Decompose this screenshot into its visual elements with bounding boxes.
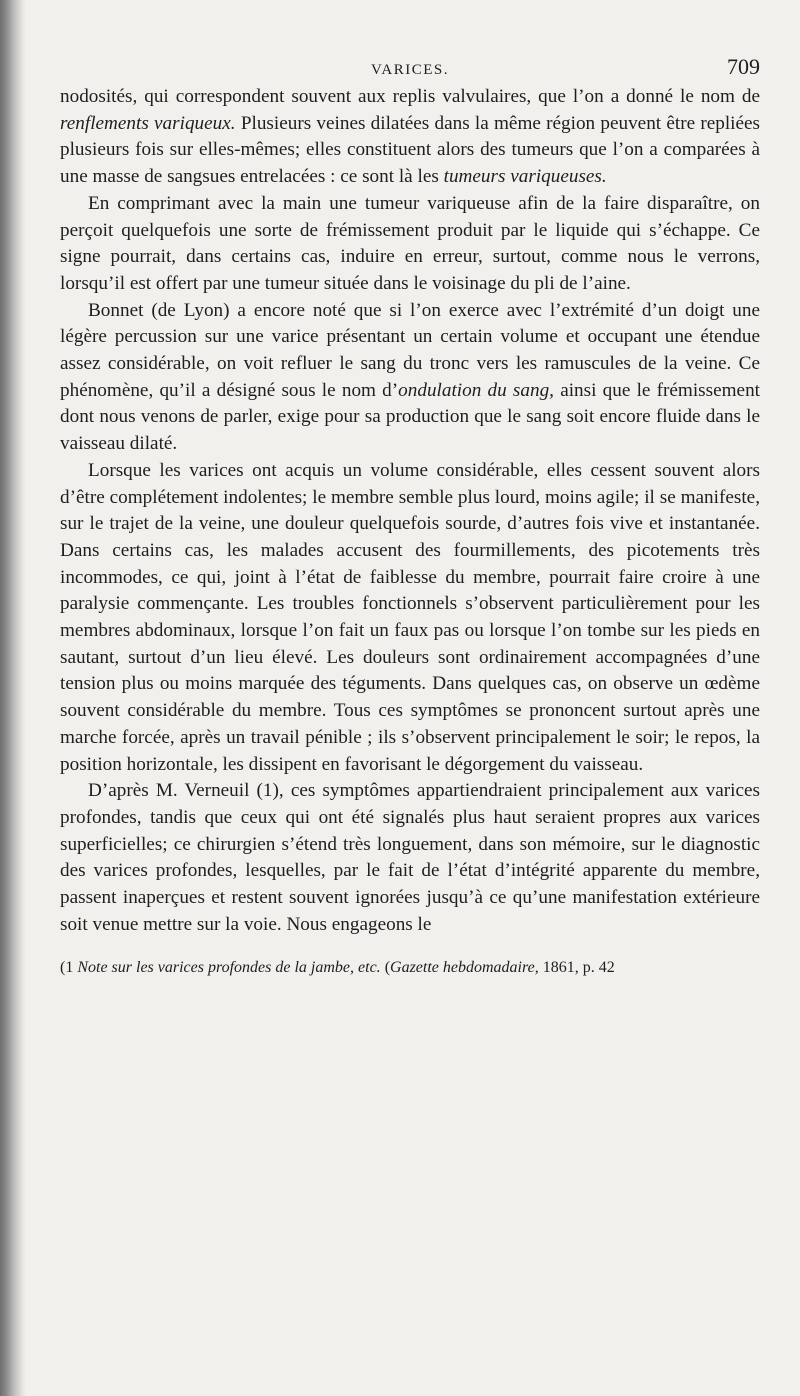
book-page (60, 50, 760, 979)
paragraph-3 (60, 298, 760, 458)
term-tumeurs-variqueuses: tumeurs variqueuses. (443, 166, 607, 188)
paragraph-1-part-1: nodosités, qui correspondent souvent aux replis valvulaires, que l’on a donné le nom de (60, 86, 760, 107)
footnote-rest: 1861, p. 42 (538, 958, 615, 976)
running-head (60, 50, 760, 84)
paragraph-3-part-2: ainsi que le frémissement dont nous venons de parler, exige pour sa production que le sang soit encore fluide dans le vaisseau dilaté. (60, 379, 760, 455)
paragraph-5: D’après M. Verneuil (1), ces symptômes appartiendraient principalement aux varices profondes, tandis que ceux qui ont été signalés plus haut seraient propres aux varices superficielles; ce chirurgien s’étend très longuement, dans son mémoire, sur le diagnostic des varices profondes, lesquelles, par le fait de l’état d’intégrité apparente du membre, passent inaperçues et restent souvent ignorées jusqu’à ce qu’une manifestation extérieure soit venue mettre sur la voie. Nous engageons le (60, 780, 760, 935)
paragraph-1-part-2: Plusieurs veines dilatées dans la même région peuvent être repliées plusieurs fois sur elles-mêmes; elles constituent alors des tumeurs que l’on a comparées à une masse de sangsues entrelacées : ce sont là les (60, 112, 761, 188)
paragraph-4: Lorsque les varices ont acquis un volume considérable, elles cessent souvent alors d’être complétement indolentes; le membre semble plus lourd, moins agile; il se manifeste, sur le trajet de la veine, une douleur quelquefois sourde, d’autres fois vive et instantanée. Dans certains cas, les malades accusent des fourmillements, des picotements très incommodes, ce qui, joint à l’état de faiblesse du membre, pourrait faire croire à une paralysie commençante. Les troubles fonctionnels s’observent particulièrement pour les membres abdominaux, lorsque l’on fait un faux pas ou lorsque l’on tombe sur les pieds en sautant, surtout d’un lieu élevé. Les douleurs sont ordinairement accompagnées d’une tension plus ou moins marquée des téguments. Dans quelques cas, on observe un œdème souvent considérable du membre. Tous ces symptômes se prononcent surtout après une marche forcée, après un travail pénible ; ils s’observent principalement le soir; le repos, la position horizontale, les dissipent en favorisant le dégorgement du vaisseau. (60, 459, 760, 775)
paragraph-2: En comprimant avec la main une tumeur variqueuse afin de la faire disparaître, on perçoit quelquefois une sorte de frémissement produit par le liquide qui s’échappe. Ce signe pourrait, dans certains cas, induire en erreur, surtout, comme nous le verrons, lorsqu’il est offert par une tumeur située dans le voisinage du pli de l’aine. (60, 192, 760, 294)
footnote-source: Gazette hebdomadaire, (390, 958, 539, 976)
footnote (60, 957, 760, 979)
paragraph-3-part-1: Bonnet (de Lyon) a encore noté que si l’on exerce avec l’extrémité d’un doigt une légère percussion sur une varice présentant un certain volume et occupant une étendue assez considérable, on voit refluer le sang du tronc vers les ramuscules de la veine. Ce phénomène, qu’il a désigné sous le nom d’ (60, 299, 760, 401)
paragraph-1 (60, 84, 760, 191)
running-title: VARICES. (371, 62, 449, 78)
term-ondulation-du-sang: ondulation du sang, (398, 379, 554, 401)
term-renflements-variqueux: renflements variqueux. (60, 112, 236, 134)
footnote-mark: (1 (60, 958, 78, 976)
body-text (60, 84, 760, 939)
footnote-source-open: ( (380, 958, 391, 976)
binding-edge (0, 0, 26, 1396)
page-number: 709 (727, 54, 760, 79)
footnote-title: Note sur les varices profondes de la jambe, etc. (77, 958, 381, 976)
